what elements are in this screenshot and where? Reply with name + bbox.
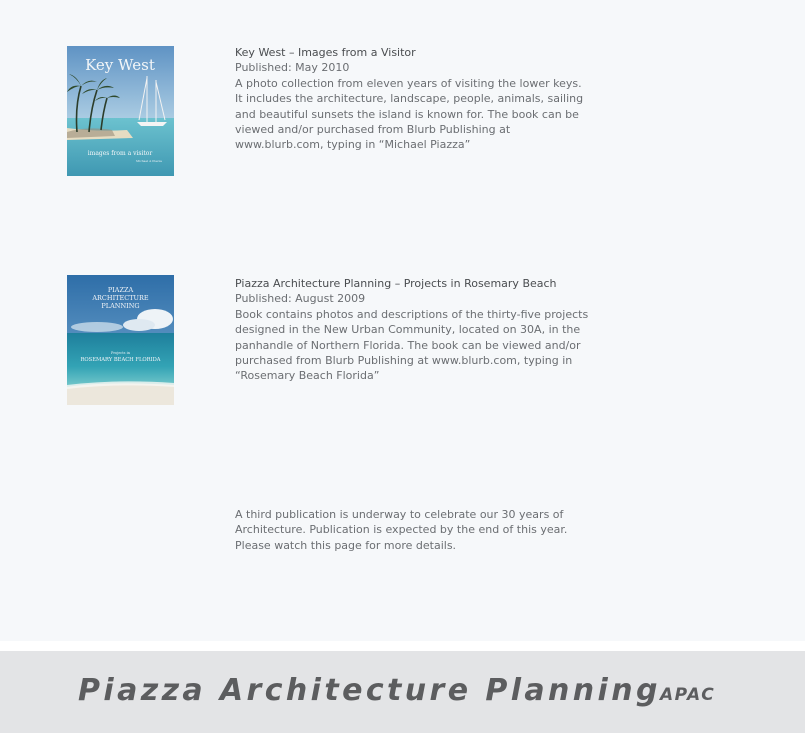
key-west-published-date: Published: May 2010 [235, 61, 350, 75]
rosemary-cover-title-line: PIAZZA [107, 286, 134, 294]
upcoming-note-line: Please watch this page for more details. [235, 538, 457, 552]
footer-firm-abbreviation: APAC [660, 685, 716, 705]
rosemary-cover-title-line: PLANNING [101, 302, 140, 310]
rosemary-beach-book-cover[interactable] [67, 275, 174, 405]
key-west-description-line: www.blurb.com, typing in “Michael Piazza” [235, 138, 471, 152]
upcoming-note-line: Architecture. Publication is expected by the end of this year. [235, 523, 568, 537]
key-west-description-line: It includes the architecture, landscape, people, animals, sailing [235, 92, 584, 106]
rosemary-beach-published-date: Published: August 2009 [235, 292, 366, 306]
footer-firm-name: Piazza Architecture Planning [78, 673, 661, 708]
rosemary-beach-description-line: “Rosemary Beach Florida” [235, 369, 380, 383]
rosemary-cover-subtitle: ROSEMARY BEACH FLORIDA [80, 357, 161, 363]
rosemary-beach-book-title: Piazza Architecture Planning – Projects in Rosemary Beach [235, 277, 557, 290]
rosemary-beach-description-line: designed in the New Urban Community, located on 30A, in the [235, 323, 581, 337]
key-west-cover-subtitle: images from a visitor [87, 150, 153, 157]
key-west-book-cover[interactable] [67, 46, 174, 176]
key-west-book-info [235, 45, 625, 153]
key-west-description-line: A photo collection from eleven years of visiting the lower keys. [235, 76, 582, 90]
rosemary-beach-cover-image [67, 275, 174, 405]
key-west-book-title: Key West – Images from a Visitor [235, 46, 416, 59]
upcoming-note-line: A third publication is underway to celebrate our 30 years of [235, 508, 564, 521]
rosemary-beach-description-line: Book contains photos and descriptions of the thirty-five projects [235, 307, 589, 321]
key-west-description-line: and beautiful sunsets the island is known for. The book can be [235, 107, 579, 121]
rosemary-beach-description-line: purchased from Blurb Publishing at www.blurb.com, typing in [235, 354, 573, 368]
rosemary-cover-title-line: ARCHITECTURE [92, 294, 149, 302]
key-west-cover-image [67, 46, 174, 176]
rosemary-cover-small-text: Projects in [111, 351, 130, 355]
rosemary-beach-book-info [235, 276, 625, 384]
upcoming-publication-note [235, 507, 625, 553]
key-west-cover-author: Michael A Piazza [136, 159, 162, 163]
key-west-cover-title: Key West [85, 56, 155, 74]
rosemary-beach-description-line: panhandle of Northern Florida. The book can be viewed and/or [235, 338, 581, 352]
key-west-description-line: viewed and/or purchased from Blurb Publishing at [235, 123, 511, 137]
